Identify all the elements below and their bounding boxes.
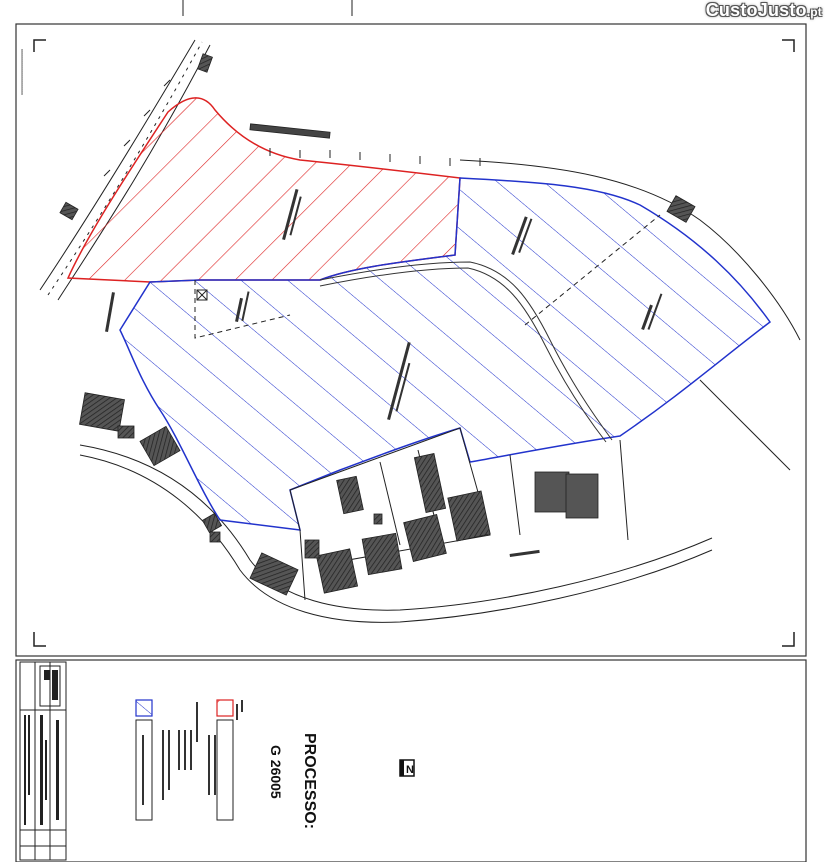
building [362,533,402,574]
building [448,491,490,541]
building [667,196,695,223]
building [60,202,78,219]
legend-box-red [217,720,233,820]
building [118,426,134,438]
legend-text [142,702,238,805]
building [404,514,447,561]
building [80,393,125,431]
building [316,549,357,593]
title-block-text [24,715,59,825]
building [305,540,319,558]
building [250,553,298,595]
building [566,474,598,518]
building [337,476,364,513]
processo-label: PROCESSO: [301,733,318,830]
processo-number: G 26005 [268,745,284,799]
north-arrow-icon [400,760,414,776]
building [535,472,569,512]
legend-swatch-blue [136,700,152,716]
building [414,454,445,513]
legend-swatch-red [217,700,233,716]
svg-text:N: N [406,764,414,776]
border-note: xxxxxxxxxxxxxxxxxxxxxxx [19,49,24,95]
custojusto-watermark: CustoJusto.pt [705,0,822,20]
building [210,532,220,542]
building [250,124,330,138]
building [374,514,382,524]
building [198,54,213,72]
